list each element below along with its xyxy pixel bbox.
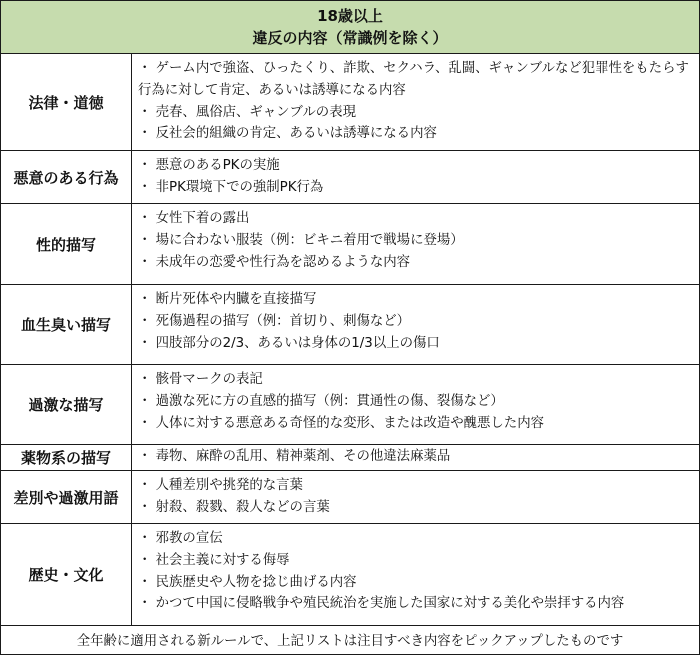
- table-row-history-culture: [1, 524, 699, 626]
- item-list: [132, 204, 699, 284]
- list-item: ・ 社会主義に対する侮辱: [138, 552, 290, 568]
- item-list: [132, 445, 699, 470]
- item-list: [132, 471, 699, 523]
- item-list: [132, 285, 699, 364]
- list-item: ・ 反社会的組織の肯定、あるいは誘導になる内容: [138, 126, 437, 142]
- category-label: 性的描写: [1, 204, 132, 284]
- list-item: ・ 売春、風俗店、ギャンブルの表現: [138, 104, 356, 120]
- category-label: 悪意のある行為: [1, 151, 132, 203]
- item-list: [132, 524, 699, 625]
- list-item: ・ 女性下着の露出: [138, 211, 250, 226]
- item-list: [132, 365, 699, 444]
- list-item: ・ 毒物、麻酔の乱用、精神薬剤、その他違法麻薬品: [138, 449, 451, 464]
- list-item: ・ 人体に対する悪意ある奇怪的な変形、または改造や醜悪した内容: [138, 415, 544, 431]
- list-item: ・ ゲーム内で強盗、ひったくり、詐欺、セクハラ、乱闘、ギャンブルなど犯罪性をもたらす行為に対して肯定、あるいは誘導になる内容: [138, 61, 689, 98]
- table-row-discriminatory-language: [1, 471, 699, 524]
- list-item: ・ 人種差別や挑発的な言葉: [138, 478, 303, 493]
- list-item: ・ 骸骨マークの表記: [138, 372, 263, 387]
- table-row-drug-depiction: [1, 445, 699, 471]
- list-item: ・ 民族歴史や人物を捻じ曲げる内容: [138, 574, 357, 590]
- item-list: [132, 54, 699, 150]
- list-item: ・ 未成年の恋愛や性行為を認めるような内容: [138, 254, 411, 270]
- header-age-title: 18歳以上: [317, 7, 383, 25]
- category-label: 法律・道徳: [1, 54, 132, 150]
- list-item: ・ かつて中国に侵略戦争や殖民統治を実施した国家に対する美化や崇拝する内容: [138, 596, 625, 612]
- list-item: ・ 断片死体や内臓を直接描写: [138, 292, 317, 307]
- list-item: ・ 過激な死に方の直感的描写（例：貫通性の傷、裂傷など）: [138, 393, 504, 409]
- category-label: 歴史・文化: [1, 524, 132, 625]
- list-item: ・ 悪意のあるPKの実施: [138, 158, 280, 173]
- header-violation-title: 違反の内容（常識例を除く）: [252, 29, 448, 47]
- category-label: 血生臭い描写: [1, 285, 132, 364]
- table-row-malicious-acts: [1, 151, 699, 204]
- table-row-sexual-depiction: [1, 204, 699, 285]
- category-label: 差別や過激用語: [1, 471, 132, 523]
- list-item: ・ 邪教の宣伝: [138, 531, 223, 546]
- category-label: 過激な描写: [1, 365, 132, 444]
- list-item: ・ 射殺、殺戮、殺人などの言葉: [138, 499, 330, 515]
- list-item: ・ 非PK環境下での強制PK行為: [138, 179, 324, 195]
- category-label: 薬物系の描写: [1, 445, 132, 470]
- table-footer-note: 全年齢に適用される新ルールで、上記リストは注目すべき内容をピックアップしたものです: [76, 633, 624, 649]
- list-item: ・ 四肢部分の2/3、あるいは身体の1/3以上の傷口: [138, 335, 440, 351]
- table-row-law-morality: [1, 54, 699, 151]
- list-item: ・ 場に合わない服装（例：ビキニ着用で戦場に登場）: [138, 232, 464, 248]
- table-row-extreme-depiction: [1, 365, 699, 445]
- table-header: [1, 1, 699, 54]
- table-row-gore-depiction: [1, 285, 699, 365]
- item-list: [132, 151, 699, 203]
- list-item: ・ 死傷過程の描写（例：首切り、刺傷など）: [138, 313, 411, 329]
